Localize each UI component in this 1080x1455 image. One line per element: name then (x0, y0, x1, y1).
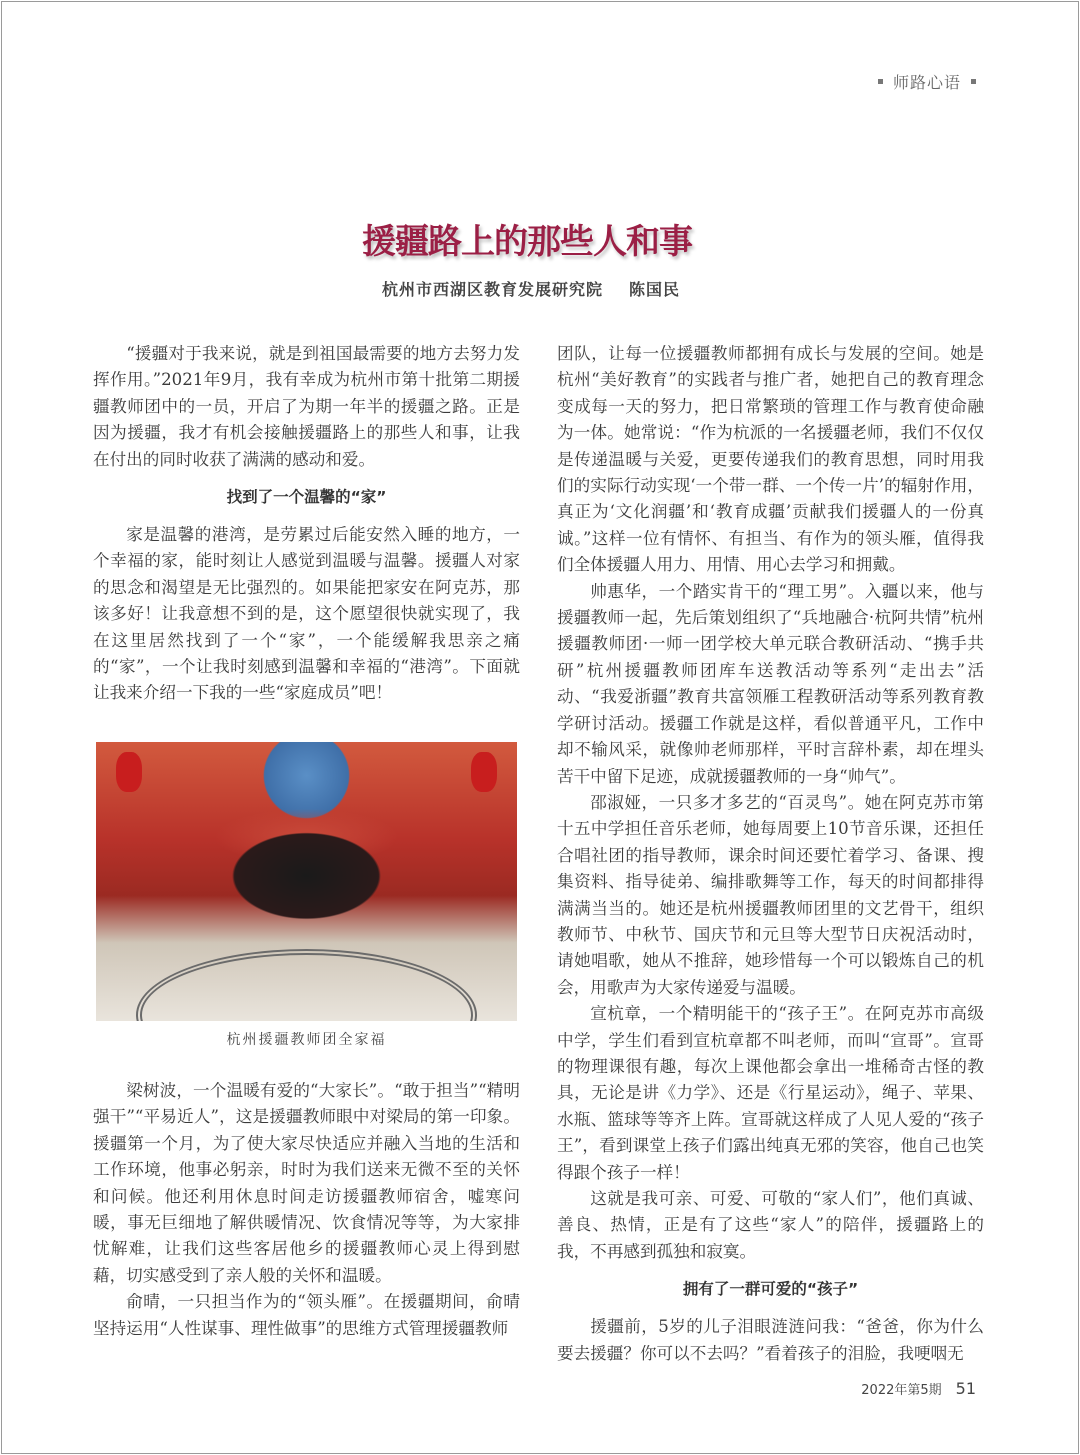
right-column (557, 341, 984, 1367)
paragraph-shao: 邵淑娅，一只多才多艺的“百灵鸟”。她在阿克苏市第十五中学担任音乐老师，她每周要上10节音乐课，还担任合唱社团的指导教师，课余时间还要忙着学习、备课、搜集资料、指导徒弟、编排歌舞等工作，每天的时间都排得满满当当的。她还是杭州援疆教师团里的文艺骨干，组织教师节、中秋节、国庆节和元旦等大型节日庆祝活动时，请她唱歌，她从不推辞，她珍惜每一个可以锻炼自己的机会，用歌声为大家传递爱与温暖。 (557, 792, 984, 997)
section-heading: 拥有了一群可爱的“孩子” (682, 1280, 859, 1299)
section-heading: 找到了一个温馨的“家” (226, 488, 387, 507)
paragraph-yu-continued: 团队，让每一位援疆教师都拥有成长与发展的空间。她是杭州“美好教育”的实践者与推广者，她把自己的教育理念变成每一天的努力，把日常繁琐的管理工作与教育使命融为一体。她常说：“作为杭派的一名援疆老师，我们不仅仅是传递温暖与关爱，更要传递我们的教育思想，同时用我们的实际行动实现‘一个带一群、一个传一片’的辐射作用，真正为‘文化润疆’和‘教育成疆’贡献我们援疆人的一份真诚。”这样一位有情怀、有担当、有作为的领头雁，值得我们全体援疆人用力、用情、用心去学习和拥戴。 (557, 344, 984, 575)
photo-caption: 杭州援疆教师团全家福 (226, 1032, 387, 1048)
paragraph-family: 这就是我可亲、可爱、可敬的“家人们”，他们真诚、善良、热情，正是有了这些“家人”的陪伴，援疆路上的我，不再感到孤独和寂寞。 (557, 1189, 984, 1261)
page-footer (861, 1379, 976, 1398)
article-title: 援疆路上的那些人和事 (362, 222, 692, 262)
intro-paragraph: “援疆对于我来说，就是到祖国最需要的地方去努力发挥作用。”2021年9月，我有幸成为杭州市第十批第二期援疆教师团中的一员，开启了为期一年半的援疆之路。正是因为援疆，我才有机会接触援疆路上的那些人和事，让我在付出的同时收获了满满的感动和爱。 (93, 344, 520, 469)
section-header (878, 70, 976, 93)
paragraph-shuai: 帅惠华，一个踏实肯干的“理工男”。入疆以来，他与援疆教师一起，先后策划组织了“兵地融合·杭阿共情”杭州援疆教师团·一师一团学校大单元联合教研活动、“携手共研”杭州援疆教师团库车送教活动等系列“走出去”活动、“我爱浙疆”教育共富领雁工程教研活动等系列教育教学研讨活动。援疆工作就是这样，看似普通平凡，工作中却不输风采，就像帅老师那样，平时言辞朴素，却在埋头苦干中留下足迹，成就援疆教师的一身“帅气”。 (557, 581, 984, 786)
group-photo (96, 742, 517, 1021)
paragraph-son: 援疆前，5岁的儿子泪眼涟涟问我：“爸爸，你为什么要去援疆？你可以不去吗？”看着孩子的泪脸，我哽咽无 (557, 1317, 984, 1363)
paragraph-liang: 梁树波，一个温暖有爱的“大家长”。“敢于担当”“精明强干”“平易近人”，这是援疆教师眼中对梁局的第一印象。援疆第一个月，为了使大家尽快适应并融入当地的生活和工作环境，他事必躬亲，时时为我们送来无微不至的关怀和问候。他还利用休息时间走访援疆教师宿舍，嘘寒问暖，事无巨细地了解供暖情况、饮食情况等等，为大家排忧解难，让我们这些客居他乡的援疆教师心灵上得到慰藉，切实感受到了亲人般的关怀和温暖。 (93, 1081, 520, 1285)
byline (382, 277, 680, 300)
paragraph-yu: 俞晴，一只担当作为的“领头雁”。在援疆期间，俞晴坚持运用“人性谋事、理性做事”的思维方式管理援疆教师 (93, 1292, 520, 1338)
author-name: 陈国民 (629, 280, 681, 299)
issue-label: 2022年第5期 (861, 1383, 942, 1398)
left-column-top (93, 341, 520, 707)
lantern-decoration (471, 752, 497, 792)
author-affiliation: 杭州市西湖区教育发展研究院 (382, 280, 604, 299)
floor-pattern (136, 949, 477, 1021)
lantern-decoration (116, 752, 142, 792)
page-number: 51 (955, 1379, 976, 1398)
left-column-bottom (93, 1078, 520, 1342)
section-label: 师路心语 (892, 73, 961, 92)
paragraph-xuan: 宣杭章，一个精明能干的“孩子王”。在阿克苏市高级中学，学生们看到宣杭章都不叫老师，而叫“宣哥”。宣哥的物理课很有趣，每次上课他都会拿出一堆稀奇古怪的教具，无论是讲《力学》、还是《行星运动》，绳子、苹果、水瓶、篮球等等齐上阵。宣哥就这样成了人见人爱的“孩子王”，看到课堂上孩子们露出纯真无邪的笑容，他自己也笑得跟个孩子一样！ (557, 1004, 984, 1182)
bullet-square-icon (971, 79, 976, 84)
bullet-square-icon (878, 79, 883, 84)
paragraph-home: 家是温馨的港湾，是劳累过后能安然入睡的地方，一个幸福的家，能时刻让人感觉到温暖与温馨。援疆人对家的思念和渴望是无比强烈的。如果能把家安在阿克苏，那该多好！让我意想不到的是，这个愿望很快就实现了，我在这里居然找到了一个“家”，一个能缓解我思亲之痛的“家”，一个让我时刻感到温馨和幸福的“港湾”。下面就让我来介绍一下我的一些“家庭成员”吧！ (93, 525, 520, 703)
